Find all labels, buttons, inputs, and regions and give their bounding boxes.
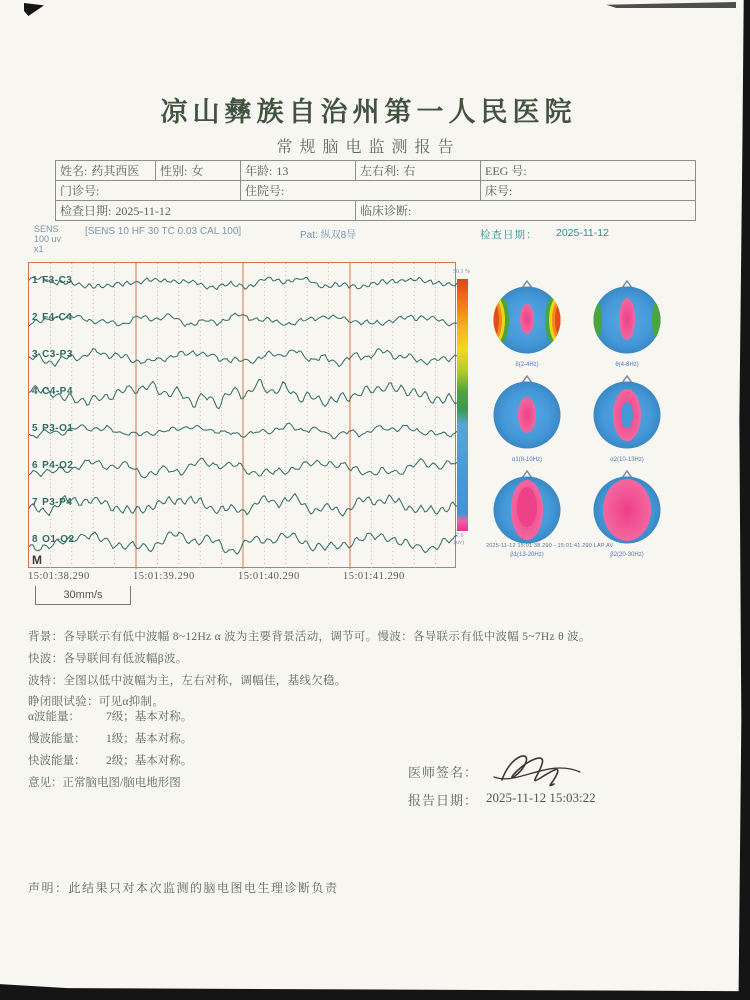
- topo-map-theta-label: θ(4-8Hz): [615, 362, 639, 368]
- topo-caption: 2025-11-12 15:01:38.290 - 15:01:41.290 LAP AV: [486, 543, 614, 549]
- bed-no-cell: 床号:: [481, 181, 696, 201]
- colorbar-bottom-value: 7.0: [456, 533, 464, 539]
- exam-date-cell: 检查日期: 2025-11-12: [56, 201, 356, 221]
- energy-slow: 慢波能量： 1级；基本对称。: [28, 733, 193, 745]
- montage-label: Pat: 纵双8导: [300, 230, 357, 241]
- topo-map-alpha2: [584, 374, 670, 463]
- footer-statement: 声明：此结果只对本次监测的脑电图电生理诊断负责: [28, 881, 339, 895]
- patient-gender: 女: [191, 164, 204, 178]
- finding-fast-wave: 快波：各导联间有低波幅β波。: [28, 653, 188, 665]
- inpatient-no-cell: 住院号:: [241, 181, 481, 201]
- timestamp-1: 15:01:38.290: [28, 571, 90, 582]
- scan-edge-bottom: [0, 978, 750, 1000]
- eeg-waveform-chart: [28, 262, 456, 568]
- channel-label-2: 2 F4-C4: [32, 312, 73, 323]
- topo-map-delta-label: δ(2-4Hz): [515, 362, 539, 368]
- exam-date: 2025-11-12: [115, 204, 171, 218]
- sens-value: 100 uv: [34, 234, 62, 244]
- patient-age: 13: [276, 164, 289, 178]
- filter-params: [SENS 10 HF 30 TC 0.03 CAL 100]: [85, 226, 242, 237]
- finding-amplitude: 波特：全图以低中波幅为主，左右对称，调幅佳，基线欠稳。: [28, 675, 347, 687]
- topo-map-alpha2-label: α2(10-13Hz): [610, 457, 644, 463]
- colorbar-top-label: 50.1 %: [453, 269, 470, 275]
- energy-fast: 快波能量： 2级；基本对称。: [28, 755, 193, 767]
- channel-label-3: 3 C3-P3: [32, 349, 73, 360]
- topo-map-delta: [484, 279, 570, 368]
- topo-map-beta1-label: β1(13-20Hz): [510, 552, 544, 558]
- name-cell: 姓名: 药其西医: [56, 161, 156, 181]
- finding-background: 背景：各导联示有低中波幅 8~12Hz α 波为主要背景活动，调节可。慢波：各导联示有低中波幅 5~7Hz θ 波。: [28, 631, 591, 643]
- hospital-title: 凉山彝族自治州第一人民医院: [160, 97, 577, 127]
- topo-map-theta: [584, 279, 670, 368]
- topo-map-grid: [484, 279, 670, 558]
- doctor-signature-label: 医师签名：: [408, 765, 479, 780]
- sens-label: SENS: [34, 224, 59, 234]
- topo-map-alpha1: [484, 374, 570, 463]
- marker-row-label: M: [32, 553, 42, 567]
- settings-exam-date-value: 2025-11-12: [556, 227, 609, 239]
- report-date-value: 2025-11-12 15:03:22: [486, 790, 596, 805]
- outpatient-no-cell: 门诊号:: [56, 181, 241, 201]
- sens-gain: x1: [34, 244, 44, 254]
- age-cell: 年龄: 13: [241, 161, 356, 181]
- topo-map-alpha1-image: [489, 374, 565, 452]
- channel-label-8: 8 O1-O2: [32, 534, 75, 545]
- energy-alpha: α波能量： 7级；基本对称。: [28, 711, 193, 723]
- diagnosis-cell: 临床诊断:: [356, 201, 696, 221]
- conclusion: 意见：正常脑电图/脑电地形图: [28, 777, 181, 789]
- gender-cell: 性别: 女: [156, 161, 241, 181]
- channel-label-1: 1 F3-C3: [32, 275, 73, 286]
- eeg-waveform-svg: [29, 263, 457, 569]
- channel-label-7: 7 P3-P4: [32, 497, 73, 508]
- scan-corner-top-left: [24, 3, 44, 16]
- channel-label-6: 6 P4-O2: [32, 460, 74, 471]
- scan-mark-top-right: [606, 2, 736, 8]
- colorbar-bottom-unit: (uv): [454, 540, 464, 546]
- channel-label-4: 4 C4-P4: [32, 386, 73, 397]
- report-title: 常规脑电监测报告: [276, 139, 461, 156]
- finding-eye-test: 睁闭眼试验：可见α抑制。: [28, 696, 165, 708]
- channel-label-5: 5 P3-O1: [32, 423, 74, 434]
- patient-handedness: 右: [403, 164, 416, 178]
- patient-info-table: [55, 160, 696, 221]
- scan-edge-right: [736, 0, 750, 1000]
- topo-map-beta2-label: β2(20-30Hz): [610, 552, 644, 558]
- timestamp-2: 15:01:39.290: [133, 571, 195, 582]
- doctor-signature-image: [488, 744, 598, 796]
- topo-colorbar: [457, 279, 468, 531]
- patient-name: 药其西医: [91, 164, 140, 178]
- topo-map-alpha2-image: [589, 374, 665, 452]
- topo-map-delta-image: [489, 279, 565, 357]
- topo-map-theta-image: [589, 279, 665, 357]
- topo-map-beta2-image: [589, 469, 665, 547]
- settings-exam-date-label: 检查日期：: [480, 229, 538, 241]
- timestamp-3: 15:01:40.290: [238, 571, 300, 582]
- paper-speed-scale: 30mm/s: [35, 586, 131, 605]
- report-date-label: 报告日期：: [408, 793, 479, 808]
- eeg-no-cell: EEG 号:: [481, 161, 696, 181]
- timestamp-4: 15:01:41.290: [343, 571, 405, 582]
- topo-map-beta1-image: [489, 469, 565, 547]
- handedness-cell: 左右利: 右: [356, 161, 481, 181]
- topo-map-alpha1-label: α1(8-10Hz): [511, 457, 543, 463]
